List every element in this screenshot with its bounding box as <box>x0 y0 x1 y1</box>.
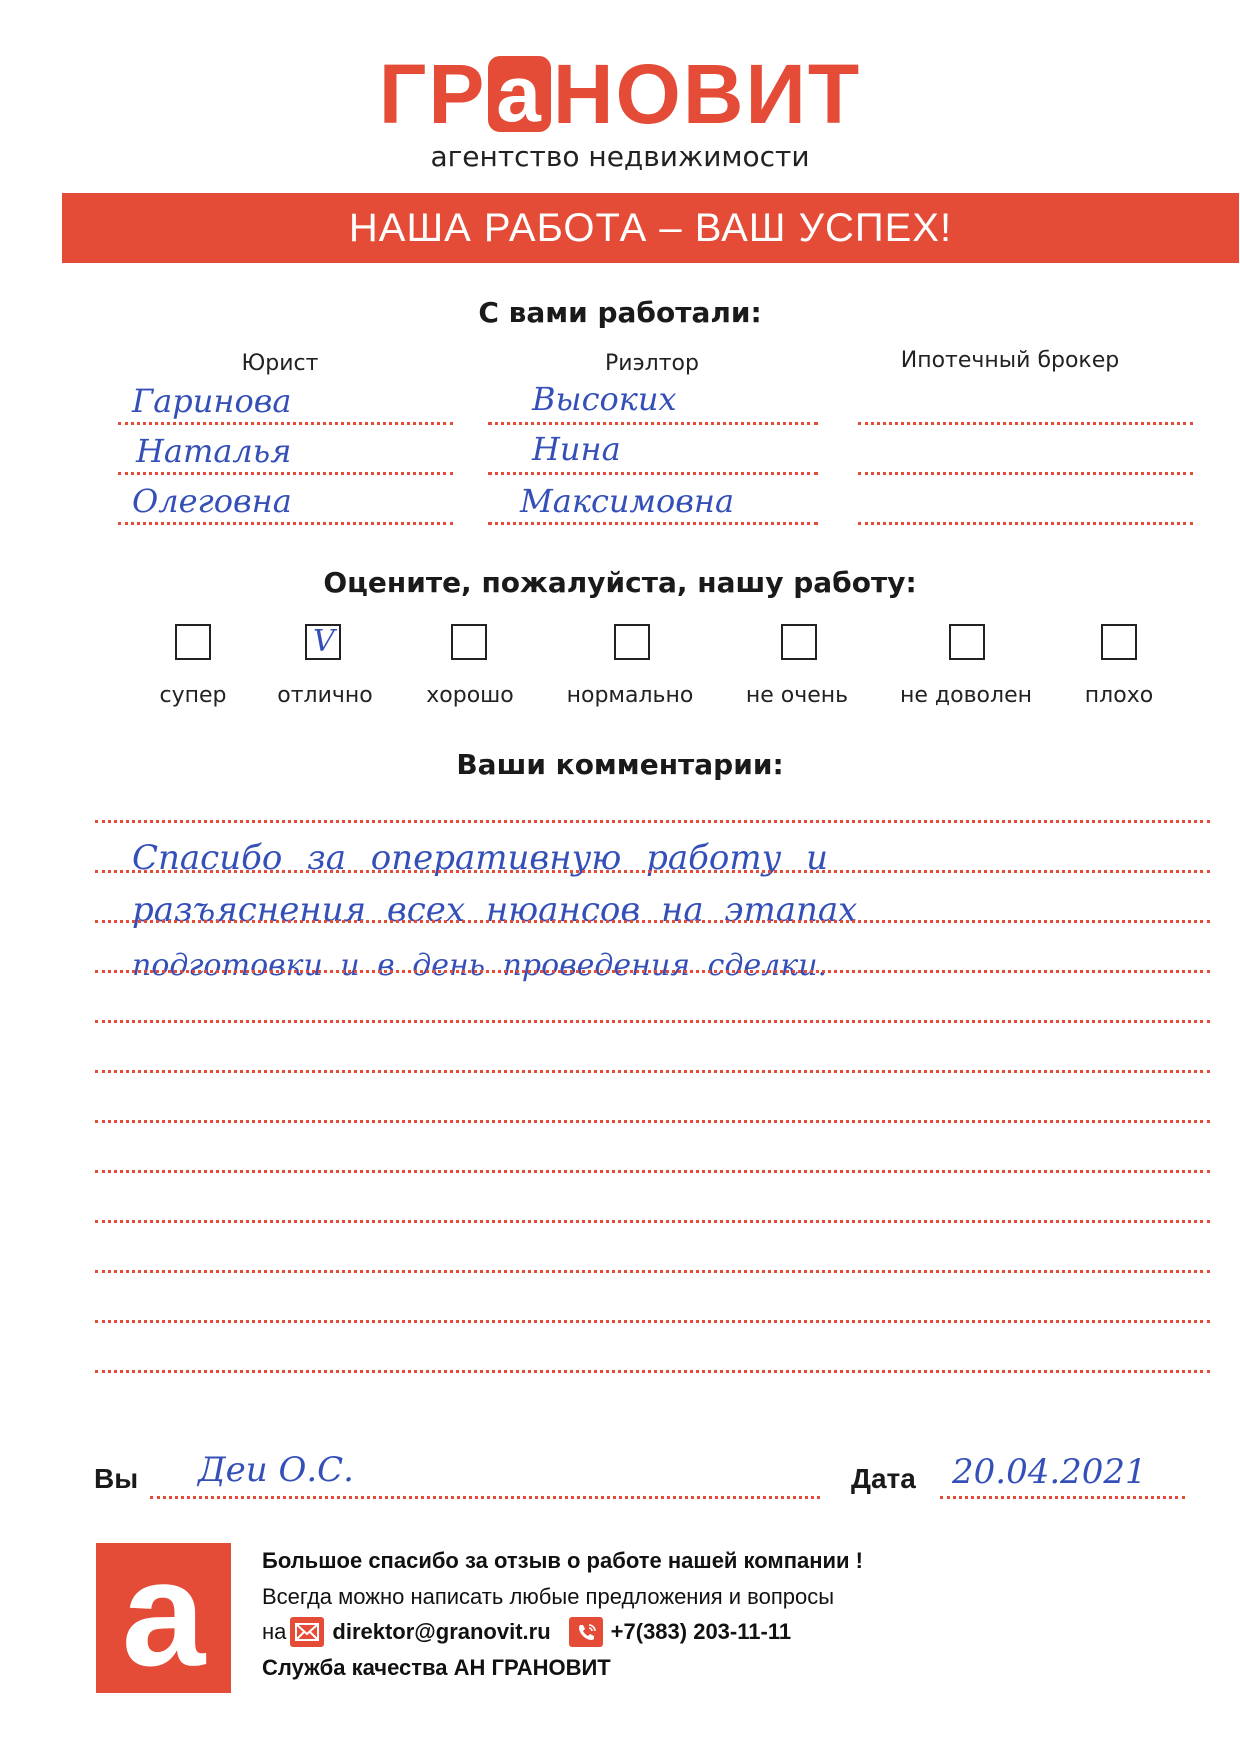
logo-text-post: НОВИТ <box>552 47 862 141</box>
check-mark-icon: V <box>313 624 335 659</box>
footer-badge-logo: а <box>96 1543 231 1693</box>
comment-dotline <box>95 1020 1210 1023</box>
comments-title: Ваши комментарии: <box>456 748 784 781</box>
staff-col-broker-label: Ипотечный брокер <box>900 348 1120 373</box>
footer-line2: Всегда можно написать любые предложения и вопросы <box>262 1584 835 1609</box>
realtor-line-2: Нина <box>532 430 621 468</box>
comment-dotline <box>95 870 1210 873</box>
rating-label-bad: плохо <box>1084 683 1154 708</box>
footer-email-link[interactable]: direktor@granovit.ru <box>332 1619 551 1644</box>
rating-label-super: супер <box>159 683 227 708</box>
rating-checkbox-good[interactable] <box>451 624 487 660</box>
comment-text-line-3: подготовки и в день проведения сделки. <box>132 948 828 983</box>
brand-subtitle: агентство недвижимости <box>430 140 810 173</box>
rating-label-normal: нормально <box>566 683 694 708</box>
broker-dotline-1 <box>858 422 1193 425</box>
comment-text-line-2: разъяснения всех нюансов на этапах <box>132 890 858 930</box>
envelope-icon <box>290 1617 324 1647</box>
footer-thanks: Большое спасибо за отзыв о работе нашей компании ! <box>262 1548 864 1573</box>
comment-dotline <box>95 970 1210 973</box>
phone-icon <box>569 1617 603 1647</box>
comment-dotline <box>95 820 1210 823</box>
rating-checkbox-super[interactable] <box>175 624 211 660</box>
realtor-dotline-2 <box>488 472 818 475</box>
comment-dotline <box>95 920 1210 923</box>
date-label: Дата <box>851 1463 916 1494</box>
lawyer-dotline-1 <box>118 422 453 425</box>
brand-logo <box>0 47 1240 141</box>
comment-dotline <box>95 1170 1210 1173</box>
footer-service: Служба качества АН ГРАНОВИТ <box>262 1655 611 1680</box>
realtor-line-1: Высоких <box>532 380 677 418</box>
rating-checkbox-not-very[interactable] <box>781 624 817 660</box>
comment-dotline <box>95 1120 1210 1123</box>
broker-dotline-2 <box>858 472 1193 475</box>
lawyer-dotline-2 <box>118 472 453 475</box>
comment-text-line-1: Спасибо за оперативную работу и <box>132 838 829 878</box>
staff-col-lawyer-label: Юрист <box>241 351 319 376</box>
realtor-dotline-3 <box>488 522 818 525</box>
date-dotline <box>940 1496 1185 1499</box>
broker-dotline-3 <box>858 522 1193 525</box>
lawyer-line-3: Олеговна <box>132 482 292 520</box>
rating-label-not-very: не очень <box>745 683 849 708</box>
comment-dotline <box>95 1220 1210 1223</box>
comment-dotline <box>95 1370 1210 1373</box>
realtor-dotline-1 <box>488 422 818 425</box>
rating-checkbox-normal[interactable] <box>614 624 650 660</box>
you-dotline <box>150 1496 820 1499</box>
staff-col-realtor-label: Риэлтор <box>605 351 699 376</box>
comment-dotline <box>95 1070 1210 1073</box>
slogan-banner: НАША РАБОТА – ВАШ УСПЕХ! <box>62 193 1239 263</box>
logo-highlight-letter: а <box>488 56 551 132</box>
rating-checkbox-bad[interactable] <box>1101 624 1137 660</box>
lawyer-line-1: Гаринова <box>132 382 292 420</box>
lawyer-dotline-3 <box>118 522 453 525</box>
date-value: 20.04.2021 <box>952 1452 1147 1492</box>
rating-label-unsatisfied: не доволен <box>900 683 1032 708</box>
you-label: Вы <box>94 1463 139 1494</box>
realtor-line-3: Максимовна <box>520 482 735 520</box>
rating-checkbox-excellent[interactable] <box>305 624 341 660</box>
rating-label-excellent: отлично <box>277 683 373 708</box>
logo-text-pre: ГР <box>378 47 487 141</box>
footer-phone-link[interactable]: +7(383) 203-11-11 <box>610 1619 792 1644</box>
staff-title: С вами работали: <box>478 296 762 329</box>
rating-title: Оцените, пожалуйста, нашу работу: <box>323 566 917 599</box>
footer-contacts <box>262 1617 791 1647</box>
footer-on-text: на <box>262 1619 287 1644</box>
you-signature: Деи О.С. <box>198 1450 354 1490</box>
comment-dotline <box>95 1320 1210 1323</box>
lawyer-line-2: Наталья <box>136 432 292 470</box>
comment-dotline <box>95 1270 1210 1273</box>
rating-label-good: хорошо <box>426 683 514 708</box>
rating-checkbox-unsatisfied[interactable] <box>949 624 985 660</box>
